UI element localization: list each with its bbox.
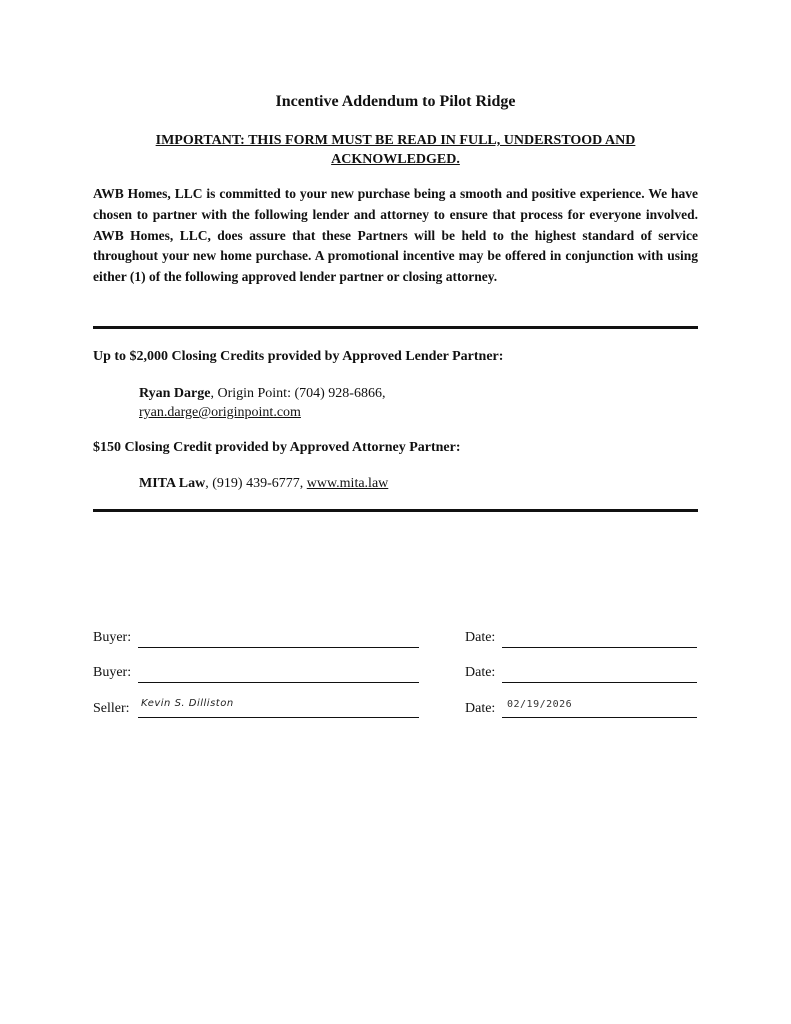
attorney-details: , (919) 439-6777, <box>205 476 307 491</box>
buyer2-signature-line[interactable] <box>138 682 419 683</box>
divider-bottom <box>93 509 698 512</box>
divider-top <box>93 326 698 329</box>
lender-details: , Origin Point: (704) 928-6866, <box>210 386 386 401</box>
seller-date-label: Date: <box>465 701 496 716</box>
attorney-section-heading: $150 Closing Credit provided by Approved Attorney Partner: <box>93 440 461 455</box>
seller-label: Seller: <box>93 701 130 716</box>
important-notice: IMPORTANT: THIS FORM MUST BE READ IN FULL, UNDERSTOOD AND ACKNOWLEDGED. <box>155 133 636 167</box>
document-title: Incentive Addendum to Pilot Ridge <box>275 93 516 110</box>
seller-signature-line[interactable] <box>138 717 419 718</box>
buyer2-label: Buyer: <box>93 665 132 680</box>
buyer1-date-line[interactable] <box>502 647 697 648</box>
attorney-name: MITA Law <box>139 476 206 491</box>
lender-name: Ryan Darge <box>139 386 211 401</box>
lender-email-link[interactable]: ryan.darge@originpoint.com <box>139 405 301 420</box>
buyer1-signature-line[interactable] <box>138 647 419 648</box>
buyer2-date-line[interactable] <box>502 682 697 683</box>
intro-paragraph: AWB Homes, LLC is committed to your new purchase being a smooth and positive experience. We have chosen to partner with the following lender and attorney to ensure that process for everyone involved. AWB Homes, LLC, does assure that these Partners will be held to the highest standard of service throughout your new home purchase. A promotional incentive may be offered in conjunction with using either (1) of the following approved lender partner or closing attorney. <box>93 186 698 285</box>
lender-partner-info <box>139 384 659 422</box>
seller-signature: Kevin S. Dilliston <box>141 698 234 709</box>
attorney-partner-info <box>139 474 659 493</box>
attorney-website-link[interactable]: www.mita.law <box>306 476 389 491</box>
buyer1-date-label: Date: <box>465 630 496 645</box>
seller-date-value: 02/19/2026 <box>507 699 573 710</box>
buyer2-date-label: Date: <box>465 665 496 680</box>
buyer1-label: Buyer: <box>93 630 132 645</box>
lender-section-heading: Up to $2,000 Closing Credits provided by Approved Lender Partner: <box>93 349 504 364</box>
seller-date-line[interactable] <box>502 717 697 718</box>
